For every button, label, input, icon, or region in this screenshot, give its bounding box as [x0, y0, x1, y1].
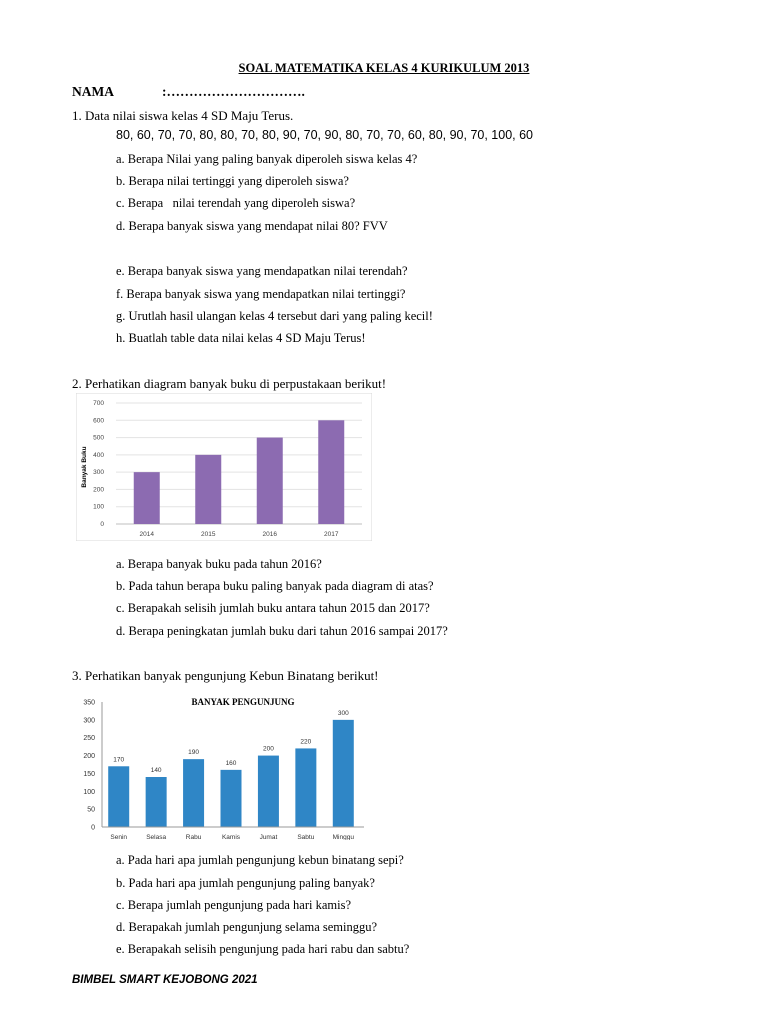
x-tick-label: Selasa — [146, 834, 167, 840]
bar-Minggu — [333, 720, 354, 827]
x-tick-label: 2016 — [262, 531, 277, 538]
y-tick-label: 200 — [93, 486, 104, 494]
footer-text: BIMBEL SMART KEJOBONG 2021 — [72, 974, 258, 986]
q1-item-g: g. Urutlah hasil ulangan kelas 4 tersebut dari yang paling kecil! — [116, 309, 433, 323]
bar-Rabu — [183, 759, 204, 827]
y-tick-label: 300 — [83, 717, 95, 725]
q3-item-d: d. Berapakah jumlah pengunjung selama seminggu? — [116, 920, 378, 934]
visitors-bar-chart — [68, 688, 368, 840]
q1-item-h: h. Buatlah table data nilai kelas 4 SD Maju Terus! — [116, 331, 366, 345]
x-tick-label: Kamis — [221, 834, 241, 840]
q1-item-c: c. Berapa nilai terendah yang diperoleh siswa? — [116, 196, 356, 210]
bar-Senin — [108, 766, 129, 827]
books-bar-chart — [76, 393, 372, 541]
q1-item-e: e. Berapa banyak siswa yang mendapatkan nilai terendah? — [116, 264, 408, 278]
question-1: 1. Data nilai siswa kelas 4 SD Maju Terus. — [72, 108, 294, 123]
data-label: 190 — [188, 749, 200, 757]
q2-item-d: d. Berapa peningkatan jumlah buku dari tahun 2016 sampai 2017? — [116, 624, 448, 638]
x-tick-label: 2015 — [201, 531, 216, 538]
bar-Sabtu — [295, 748, 316, 827]
data-label: 220 — [300, 738, 312, 746]
q3-item-c: c. Berapa jumlah pengunjung pada hari kamis? — [116, 898, 351, 912]
data-label: 300 — [337, 709, 349, 717]
y-tick-label: 600 — [93, 417, 104, 425]
x-axis-ticks — [110, 834, 354, 840]
x-tick-label: 2017 — [324, 531, 339, 538]
y-tick-label: 0 — [91, 824, 95, 832]
x-tick-label: Rabu — [185, 834, 202, 840]
q1-item-a: a. Berapa Nilai yang paling banyak diperoleh siswa kelas 4? — [116, 152, 418, 166]
bar-Jumat — [258, 756, 279, 827]
data-label: 140 — [150, 767, 162, 774]
x-tick-label: Sabtu — [297, 834, 315, 840]
bar-2014 — [134, 472, 160, 524]
bar-2016 — [257, 438, 283, 524]
q1-data-values: 80, 60, 70, 70, 80, 80, 70, 80, 90, 70, 90, 80, 70, 70, 60, 80, 90, 70, 100, 60 — [116, 128, 533, 142]
y-tick-label: 50 — [87, 806, 95, 814]
chart-title: BANYAK PENGUNJUNG — [191, 697, 295, 707]
q3-item-e: e. Berapakah selisih pengunjung pada hari rabu dan sabtu? — [116, 942, 410, 956]
y-tick-label: 100 — [83, 788, 95, 796]
y-tick-label: 200 — [83, 753, 95, 761]
y-tick-label: 500 — [93, 434, 104, 442]
q1-item-b: b. Berapa nilai tertinggi yang diperoleh siswa? — [116, 174, 349, 188]
q1-item-f: f. Berapa banyak siswa yang mendapatkan nilai tertinggi? — [116, 287, 406, 301]
q2-item-a: a. Berapa banyak buku pada tahun 2016? — [116, 557, 322, 571]
y-tick-label: 0 — [100, 521, 104, 528]
y-tick-label: 350 — [83, 699, 95, 707]
q2-item-c: c. Berapakah selisih jumlah buku antara tahun 2015 dan 2017? — [116, 601, 430, 615]
y-axis-label: Banyak Buku — [81, 446, 88, 488]
y-tick-label: 400 — [93, 451, 104, 459]
x-tick-label: Jumat — [259, 834, 278, 840]
question-3: 3. Perhatikan banyak pengunjung Kebun Binatang berikut! — [72, 668, 379, 683]
q1-item-d: d. Berapa banyak siswa yang mendapat nilai 80? FVV — [116, 219, 388, 233]
page-title: SOAL MATEMATIKA KELAS 4 KURIKULUM 2013 — [238, 61, 530, 75]
bar-2017 — [318, 420, 344, 524]
q3-item-b: b. Pada hari apa jumlah pengunjung paling banyak? — [116, 876, 375, 890]
data-label: 170 — [113, 756, 125, 764]
chart-bars — [108, 720, 354, 827]
data-label: 200 — [262, 745, 274, 753]
question-2: 2. Perhatikan diagram banyak buku di perpustakaan berikut! — [72, 376, 387, 391]
q2-item-b: b. Pada tahun berapa buku paling banyak pada diagram di atas? — [116, 579, 434, 593]
name-blank: :…………………………. — [162, 84, 305, 99]
name-label: NAMA — [72, 84, 114, 99]
y-tick-label: 100 — [93, 503, 104, 511]
x-tick-label: 2014 — [139, 531, 154, 538]
q3-item-a: a. Pada hari apa jumlah pengunjung kebun binatang sepi? — [116, 853, 404, 867]
y-tick-label: 700 — [93, 400, 104, 407]
bar-2015 — [195, 455, 221, 524]
bar-Kamis — [221, 770, 242, 827]
x-tick-label: Senin — [110, 834, 128, 840]
y-tick-label: 300 — [93, 469, 104, 477]
bar-Selasa — [146, 777, 167, 827]
y-tick-label: 150 — [83, 770, 95, 778]
x-tick-label: Minggu — [332, 834, 354, 840]
data-label: 160 — [225, 759, 237, 767]
y-tick-label: 250 — [83, 735, 95, 743]
